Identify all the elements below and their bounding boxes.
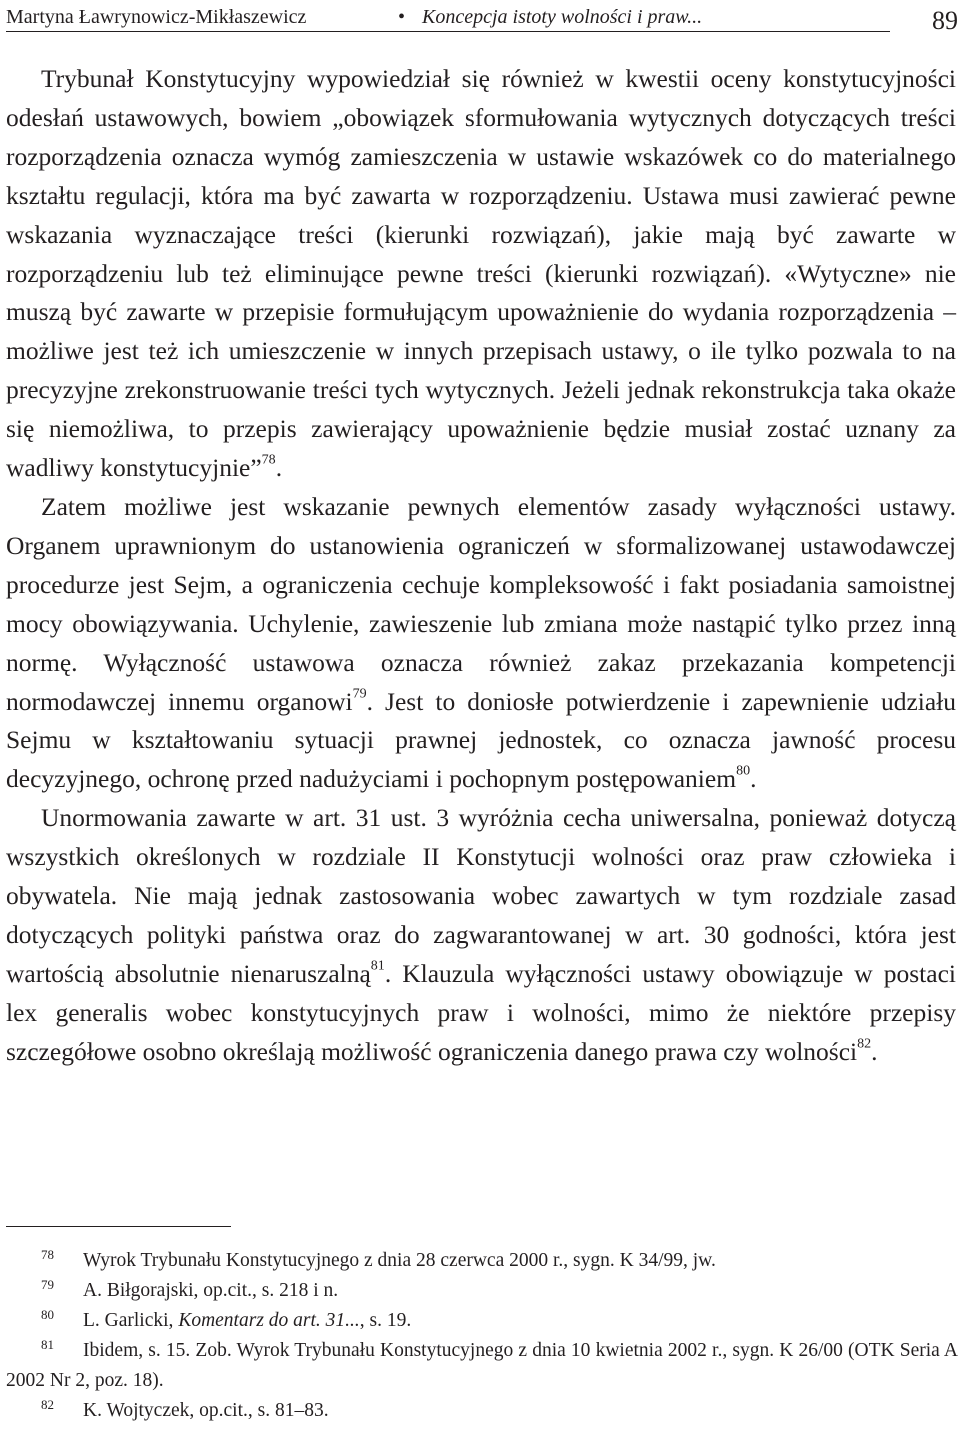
footnote-79: 79 A. Biłgorajski, op.cit., s. 218 i n.: [41, 1276, 339, 1301]
paragraph-text: .: [750, 764, 757, 794]
footnotes: [6, 1246, 958, 1426]
header-title: Koncepcja istoty wolności i praw...: [422, 6, 703, 28]
footnote-text: K. Wojtyczek, op.cit., s. 81–83.: [83, 1400, 329, 1421]
footnote-78: 78 Wyrok Trybunału Konstytucyjnego z dnia 28 czerwca 2000 r., sygn. K 34/99, jw.: [41, 1246, 716, 1271]
page-number: 89: [932, 6, 958, 35]
paragraph-text: . Klauzula wyłączności ustawy obowiązuje w postaci lex generalis wobec konstytucyjnych praw i wolności, mimo że niektóre przepisy szczegółowe osobno określają możliwość ograniczenia danego prawa czy wolności: [6, 958, 956, 1066]
footnote-ref: 78: [261, 452, 276, 468]
footnote-text: L. Garlicki,: [83, 1310, 179, 1331]
header-bullet: •: [398, 6, 406, 28]
paragraph-text: . Jest to doniosłe potwierdzenie i zapewnienie udziału Sejmu w kształtowaniu sytuacji prawnej jednostek, co oznacza jawność procesu decyzyjnego, ochronę przed nadużyciami i pochopnym postępowaniem: [6, 686, 957, 794]
footnote-ref: 80: [736, 763, 751, 779]
footnote-text: , s. 19.: [359, 1310, 412, 1331]
footnote-82: 82 K. Wojtyczek, op.cit., s. 81–83.: [41, 1396, 329, 1421]
running-header: [6, 2, 960, 36]
footnote-italic-title: Komentarz do art. 31...: [178, 1310, 360, 1331]
footnote-text: A. Biłgorajski, op.cit., s. 218 i n.: [83, 1280, 339, 1301]
paragraph-text: .: [871, 1036, 878, 1066]
paragraph-text: Zatem możliwe jest wskazanie pewnych elementów zasady wyłączności ustawy. Organem uprawnionym do ustanowienia ograniczeń w sformalizowanej ustawodawczej procedurze jest Sejm, a ograniczenia cechuje kompleksowość i fakt posiadania samoistnej mocy obowiązywania. Uchylenie, zawieszenie lub zmiana może nastąpić tylko przez inną normę. Wyłączność ustawowa oznacza również zakaz przekazania kompetencji normodawczej innemu organowi: [6, 491, 956, 716]
footnote-separator: [6, 1226, 231, 1227]
header-author: Martyna Ławrynowicz-Mikłaszewicz: [6, 6, 307, 28]
paragraph-3: [6, 799, 956, 1071]
footnote-text: Wyrok Trybunału Konstytucyjnego z dnia 28 czerwca 2000 r., sygn. K 34/99, jw.: [83, 1250, 716, 1271]
footnote-ref: 79: [352, 685, 367, 701]
header-rule: [6, 31, 890, 32]
footnote-81: 81 Ibidem, s. 15. Zob. Wyrok Trybunału Konstytucyjnego z dnia 10 kwietnia 2002 r., sygn. K 26/00 (OTK Seria A 2002 Nr 2, poz. 18).: [6, 1336, 958, 1391]
footnote-ref: 81: [370, 958, 385, 974]
paragraph-text: .: [275, 453, 283, 483]
paragraph-1: [6, 60, 956, 488]
footnote-text: Ibidem, s. 15. Zob. Wyrok Trybunału Konstytucyjnego z dnia 10 kwietnia 2002 r., sygn. K 26/00 (OTK Seria A 2002 Nr 2, poz. 18).: [6, 1340, 958, 1391]
body-text: [6, 60, 956, 1072]
paragraph-text: Unormowania zawarte w art. 31 ust. 3 wyróżnia cecha uniwersalna, ponieważ dotyczą wszystkich określonych w rozdziale II Konstytucji wolności oraz praw człowieka i obywatela. Nie mają jednak zastosowania wobec zawartych w tym rozdziale zasad dotyczących polityki państwa oraz do zagwarantowanej w art. 30 godności, która jest wartością absolutnie nienaruszalną: [6, 803, 956, 988]
paragraph-2: [6, 488, 956, 799]
footnote-ref: 82: [857, 1036, 872, 1052]
footnote-80: 80 L. Garlicki, Komentarz do art. 31..., s. 19.: [41, 1306, 412, 1331]
paragraph-text: Trybunał Konstytucyjny wypowiedział się również w kwestii oceny konstytucyjności odesłań ustawowych, bowiem „obowiązek sformułowania wytycznych dotyczących treści rozporządzenia oznacza wymóg zamieszczenia w ustawie wskazówek co do materialnego kształtu regulacji, która ma być zawarta w rozporządzeniu. Ustawa musi zawierać pewne wskazania wyznaczające treści (kierunki rozwiązań), jakie mają być zawarte w rozporządzeniu lub też eliminujące pewne treści (kierunki rozwiązań). «Wytyczne» nie muszą być zawarte w przepisie formułującym upoważnienie do wydania rozporządzenia – możliwe jest też ich umieszczenie w innych przepisach ustawy, o ile tylko pozwala to na precyzyjne zrekonstruowanie treści tych wytycznych. Jeżeli jednak rekonstrukcja taka okaże się niemożliwa, to przepis zawierający upoważnienie będzie musiał zostać uznany za wadliwy konstytucyjnie”: [6, 64, 956, 483]
